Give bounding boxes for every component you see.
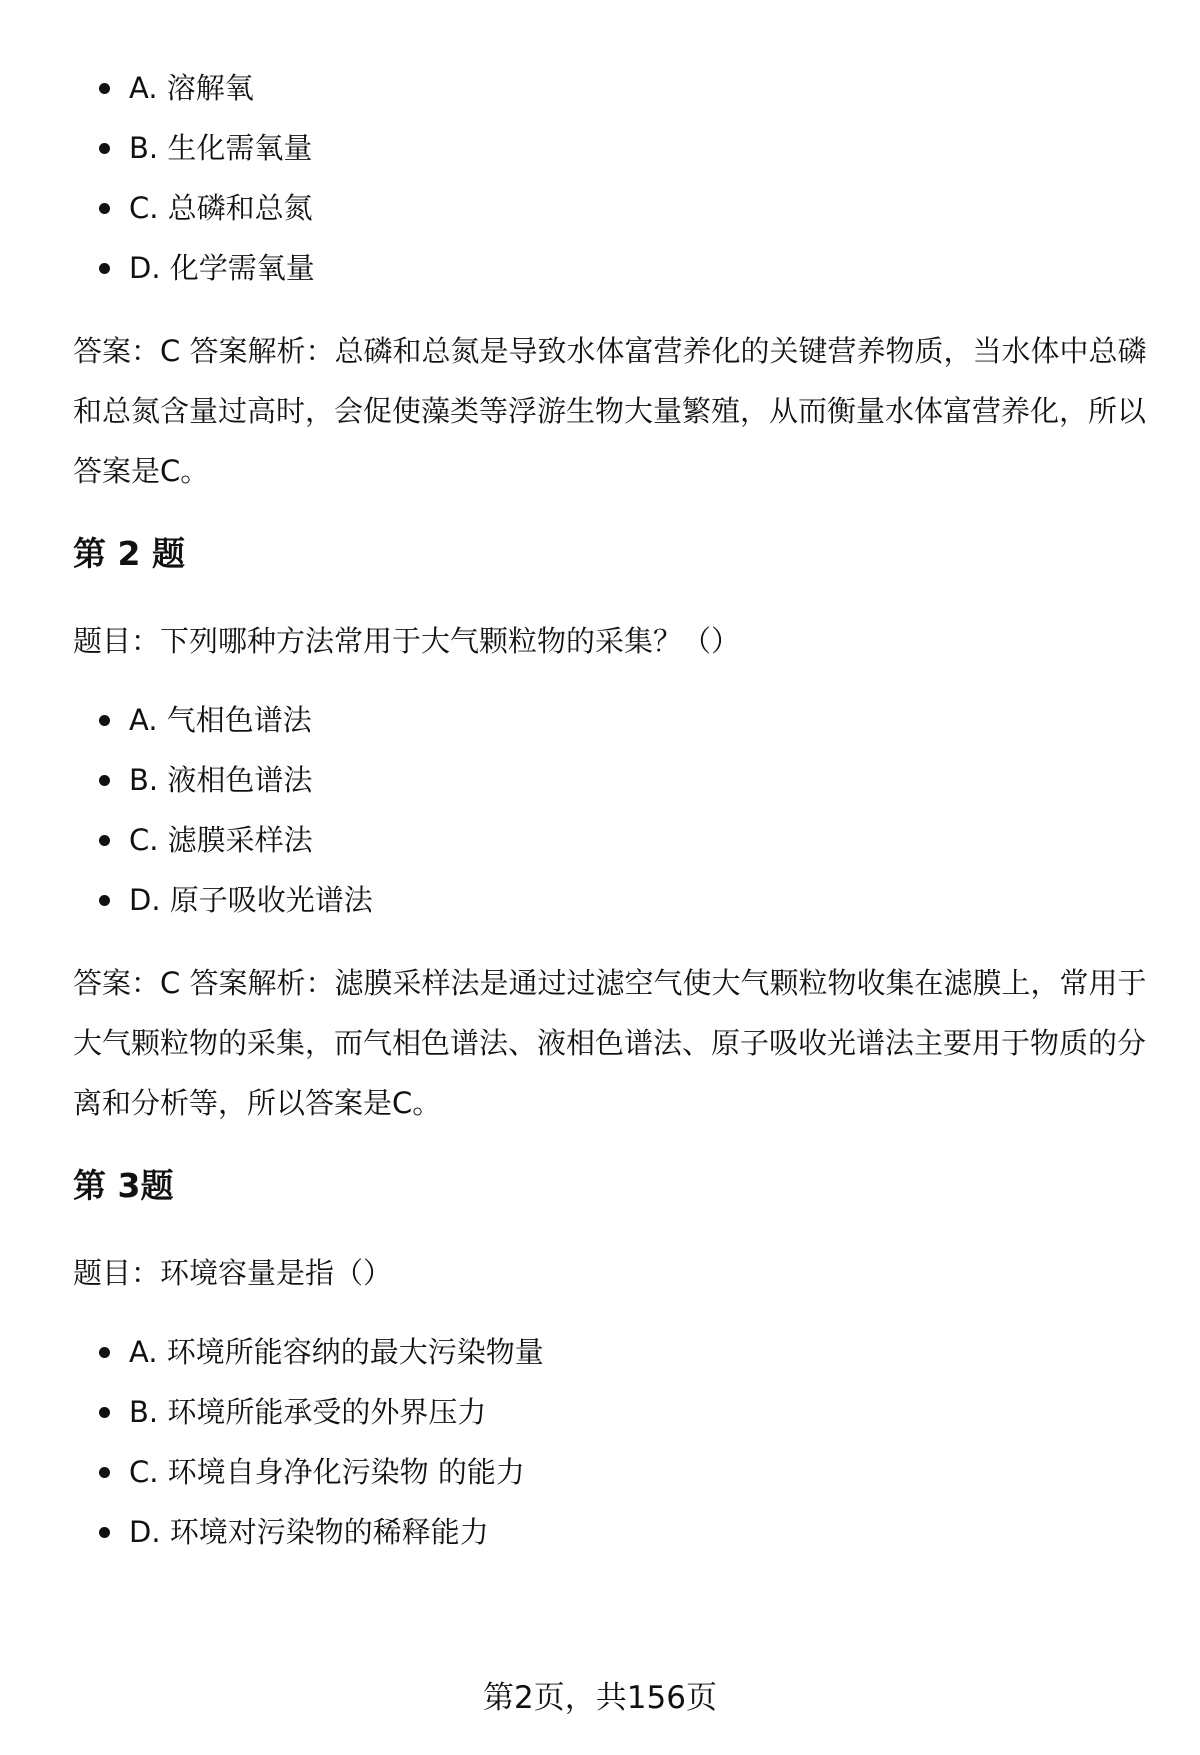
question-3-stem: 题目：环境容量是指（）	[73, 1256, 393, 1290]
option-text: D. 原子吸收光谱法	[129, 883, 373, 917]
option-a	[73, 58, 1148, 118]
bullet-icon	[99, 1347, 110, 1358]
bullet-icon	[99, 143, 110, 154]
option-text: B. 液相色谱法	[129, 763, 313, 797]
option-d	[73, 870, 1148, 930]
option-b	[73, 1382, 1148, 1442]
option-text: B. 环境所能承受的外界压力	[129, 1395, 487, 1429]
option-b	[73, 118, 1148, 178]
question-3-heading: 第 3题	[73, 1166, 174, 1205]
question-2-stem: 题目：下列哪种方法常用于大气颗粒物的采集？（）	[73, 624, 741, 658]
option-text: A. 环境所能容纳的最大污染物量	[129, 1335, 544, 1369]
option-text: C. 总磷和总氮	[129, 191, 313, 225]
option-d	[73, 238, 1148, 298]
question-2-answer: 答案：C 答案解析：滤膜采样法是通过过滤空气使大气颗粒物收集在滤膜上，常用于大气颗粒物的采集，而气相色谱法、液相色谱法、原子吸收光谱法主要用于物质的分离和分析等，所以答案是C。	[73, 966, 1147, 1120]
option-text: D. 化学需氧量	[129, 251, 315, 285]
option-text: C. 滤膜采样法	[129, 823, 313, 857]
option-a	[73, 1322, 1148, 1382]
question-1-answer: 答案：C 答案解析：总磷和总氮是导致水体富营养化的关键营养物质，当水体中总磷和总氮含量过高时，会促使藻类等浮游生物大量繁殖，从而衡量水体富营养化，所以答案是C。	[73, 334, 1147, 488]
option-c	[73, 178, 1148, 238]
bullet-icon	[99, 775, 110, 786]
question-2-heading: 第 2 题	[73, 534, 185, 573]
page-number-footer: 第2页，共156页	[483, 1680, 717, 1716]
option-text: C. 环境自身净化污染物 的能力	[129, 1455, 525, 1489]
option-d	[73, 1502, 1148, 1562]
option-c	[73, 810, 1148, 870]
option-text: A. 溶解氧	[129, 71, 254, 105]
option-text: D. 环境对污染物的稀释能力	[129, 1515, 489, 1549]
bullet-icon	[99, 1407, 110, 1418]
bullet-icon	[99, 715, 110, 726]
question-2-options	[73, 690, 1148, 930]
bullet-icon	[99, 895, 110, 906]
bullet-icon	[99, 1527, 110, 1538]
page-content	[73, 58, 1148, 1562]
bullet-icon	[99, 835, 110, 846]
bullet-icon	[99, 83, 110, 94]
option-c	[73, 1442, 1148, 1502]
bullet-icon	[99, 203, 110, 214]
option-b	[73, 750, 1148, 810]
question-1-options	[73, 58, 1148, 298]
bullet-icon	[99, 263, 110, 274]
question-3-options	[73, 1322, 1148, 1562]
option-text: A. 气相色谱法	[129, 703, 312, 737]
option-text: B. 生化需氧量	[129, 131, 313, 165]
option-a	[73, 690, 1148, 750]
bullet-icon	[99, 1467, 110, 1478]
